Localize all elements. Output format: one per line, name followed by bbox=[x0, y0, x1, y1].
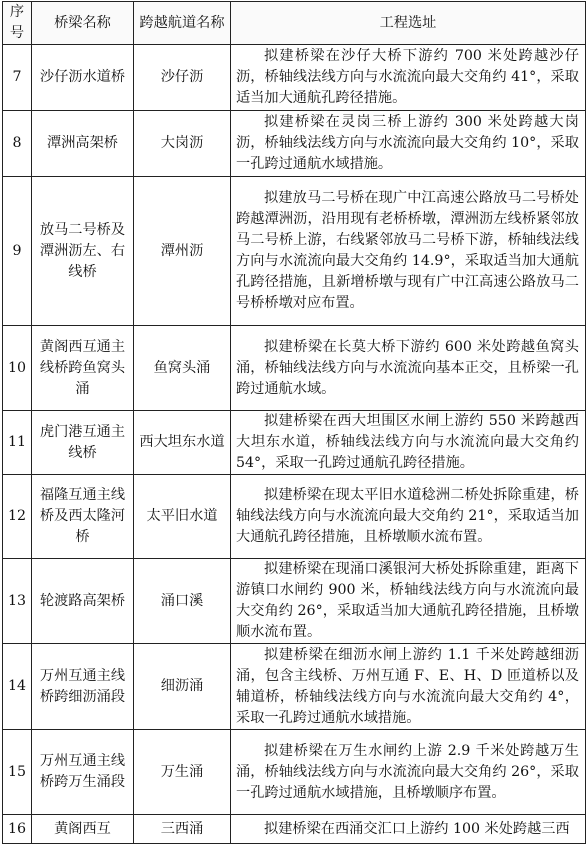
table-row bbox=[3, 559, 586, 644]
bridge-site-table bbox=[2, 1, 586, 844]
row-channel-name: 细沥涌 bbox=[134, 644, 231, 730]
table-row bbox=[3, 111, 586, 177]
row-index: 16 bbox=[3, 815, 32, 844]
table-row bbox=[3, 644, 586, 730]
header-bridge-name: 桥梁名称 bbox=[32, 2, 134, 45]
row-bridge-name: 黄阁西互 bbox=[32, 815, 134, 844]
table-row bbox=[3, 475, 586, 559]
table-row bbox=[3, 45, 586, 111]
row-index: 11 bbox=[3, 411, 32, 475]
row-channel-name: 涌口溪 bbox=[134, 559, 231, 644]
row-index: 13 bbox=[3, 559, 32, 644]
row-bridge-name: 轮渡路高架桥 bbox=[32, 559, 134, 644]
row-index: 9 bbox=[3, 177, 32, 326]
row-index: 7 bbox=[3, 45, 32, 111]
table-row bbox=[3, 411, 586, 475]
row-site-description: 拟建桥梁在万生水闸约上游 2.9 千米处跨越万生涌，桥轴线法线方向与水流流向最大交角约 26°，采取一孔跨过通航水域措施，且桥墩顺序布置。 bbox=[231, 730, 586, 815]
row-channel-name: 潭州沥 bbox=[134, 177, 231, 326]
row-bridge-name: 放马二号桥及潭洲沥左、右线桥 bbox=[32, 177, 134, 326]
table-row bbox=[3, 730, 586, 815]
table-row bbox=[3, 815, 586, 844]
row-bridge-name: 潭洲高架桥 bbox=[32, 111, 134, 177]
row-index: 15 bbox=[3, 730, 32, 815]
header-channel-name: 跨越航道名称 bbox=[134, 2, 231, 45]
row-site-description: 拟建桥梁在沙仔大桥下游约 700 米处跨越沙仔沥，桥轴线法线方向与水流流向最大交角约 41°，采取适当加大通航孔跨径措施。 bbox=[231, 45, 586, 111]
row-index: 12 bbox=[3, 475, 32, 559]
row-bridge-name: 福隆互通主线桥及西太隆河桥 bbox=[32, 475, 134, 559]
row-channel-name: 太平旧水道 bbox=[134, 475, 231, 559]
row-site-description: 拟建桥梁在细沥水闸上游约 1.1 千米处跨越细沥涌，包含主线桥、万州互通 F、E、H、D 匝道桥以及辅道桥，桥轴线法线方向与水流流向最大交角约 4°，采取一孔跨过通航水域措施。 bbox=[231, 644, 586, 730]
header-index: 序号 bbox=[3, 2, 32, 45]
row-site-description: 拟建桥梁在现太平旧水道稔洲二桥处拆除重建，桥轴线法线方向与水流流向最大交角约 21°，采取适当加大通航孔跨径措施，且桥墩顺水流布置。 bbox=[231, 475, 586, 559]
row-index: 14 bbox=[3, 644, 32, 730]
row-site-description: 拟建桥梁在长莫大桥下游约 600 米处跨越鱼窝头涌，桥轴线法线方向与水流流向基本正交，且桥梁一孔跨过通航水域。 bbox=[231, 326, 586, 411]
row-bridge-name: 万州互通主线桥跨细沥涌段 bbox=[32, 644, 134, 730]
row-site-description: 拟建桥梁在现涌口溪银河大桥处拆除重建，距离下游镇口水闸约 900 米，桥轴线法线方向与水流流向最大交角约 26°，采取适当加大通航孔跨径措施，且桥墩顺水流布置。 bbox=[231, 559, 586, 644]
row-site-description: 拟建桥梁在西大坦围区水闸上游约 550 米跨越西大坦东水道，桥轴线法线方向与水流流向最大交角约 54°，采取一孔跨过通航孔跨径措施。 bbox=[231, 411, 586, 475]
row-site-description: 拟建放马二号桥在现广中江高速公路放马二号桥处跨越潭洲沥，沿用现有老桥桥墩，潭洲沥左线桥紧邻放马二号桥上游，右线紧邻放马二号桥下游，桥轴线法线方向与水流流向最大交角约 14.9°，采取适当加大通航孔跨径措施，且新增桥墩与现有广中江高速公路放马二号桥桥墩对应布置。 bbox=[231, 177, 586, 326]
row-channel-name: 鱼窝头涌 bbox=[134, 326, 231, 411]
row-site-description: 拟建桥梁在灵岗三桥上游约 300 米处跨越大岗沥，桥轴线法线方向与水流流向最大交角约 10°，采取一孔跨过通航水域措施。 bbox=[231, 111, 586, 177]
row-index: 8 bbox=[3, 111, 32, 177]
row-bridge-name: 虎门港互通主线桥 bbox=[32, 411, 134, 475]
row-channel-name: 大岗沥 bbox=[134, 111, 231, 177]
table-row bbox=[3, 326, 586, 411]
row-channel-name: 三西涌 bbox=[134, 815, 231, 844]
table-header-row bbox=[3, 2, 586, 45]
row-channel-name: 沙仔沥 bbox=[134, 45, 231, 111]
row-bridge-name: 沙仔沥水道桥 bbox=[32, 45, 134, 111]
header-site-selection: 工程选址 bbox=[231, 2, 586, 45]
row-channel-name: 西大坦东水道 bbox=[134, 411, 231, 475]
row-bridge-name: 万州互通主线桥跨万生涌段 bbox=[32, 730, 134, 815]
row-bridge-name: 黄阁西互通主线桥跨鱼窝头涌 bbox=[32, 326, 134, 411]
row-site-description: 拟建桥梁在西涌交汇口上游约 100 米处跨越三西 bbox=[231, 815, 586, 844]
table-row bbox=[3, 177, 586, 326]
row-index: 10 bbox=[3, 326, 32, 411]
row-channel-name: 万生涌 bbox=[134, 730, 231, 815]
